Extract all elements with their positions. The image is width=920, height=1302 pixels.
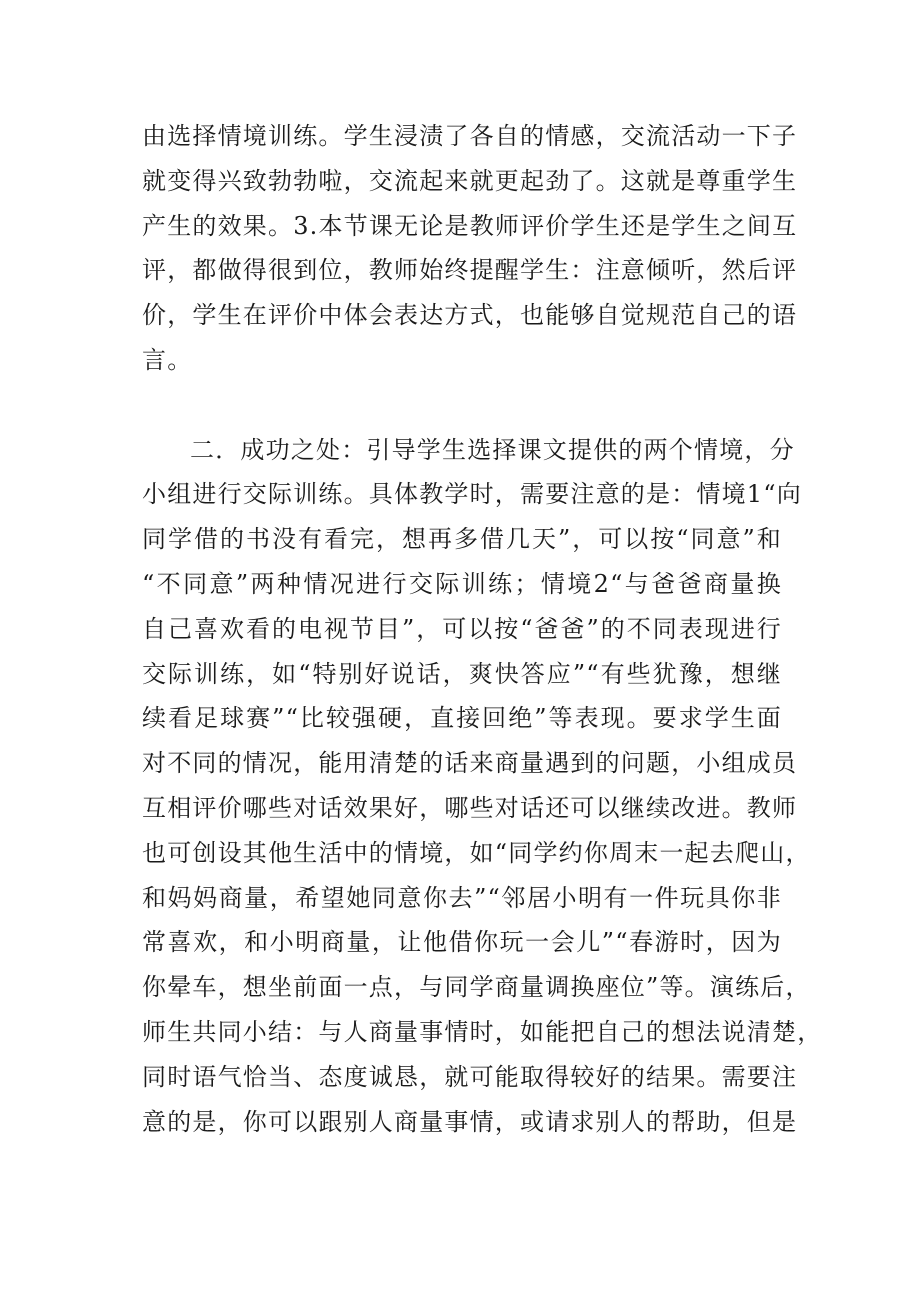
paragraph-gap bbox=[142, 383, 782, 428]
text-line: 由选择情境训练。学生浸渍了各自的情感，交流活动一下子 bbox=[142, 122, 798, 150]
text-line: 同学借的书没有看完，想再多借几天”，可以按“同意”和 bbox=[142, 525, 782, 554]
text-line: 小组进行交际训练。具体教学时，需要注意的是：情境1“向 bbox=[142, 480, 802, 509]
text-line: 言。 bbox=[142, 345, 193, 374]
text-line: 常喜欢，和小明商量，让他借你玩一会儿”“春游时，因为 bbox=[142, 928, 782, 957]
text-line: “不同意”两种情况进行交际训练；情境2“与爸爸商量换 bbox=[142, 569, 782, 598]
text-line: 续看足球赛”“比较强硬，直接回绝”等表现。要求学生面 bbox=[142, 704, 782, 733]
text-line: 就变得兴致勃勃啦，交流起来就更起劲了。这就是尊重学生 bbox=[142, 166, 798, 195]
text-line: 交际训练，如“特别好说话，爽快答应”“有些犹豫，想继 bbox=[142, 659, 782, 688]
text-line: 价，学生在评价中体会表达方式，也能够自觉规范自己的语 bbox=[142, 301, 798, 330]
text-line: 同时语气恰当、态度诚恳，就可能取得较好的结果。需要注 bbox=[142, 1062, 798, 1091]
text-line: 你晕车，想坐前面一点，与同学商量调换座位”等。演练后， bbox=[142, 973, 811, 1002]
text-line: 评，都做得很到位，教师始终提醒学生：注意倾听，然后评 bbox=[142, 256, 798, 285]
text-line: 对不同的情况，能用清楚的话来商量遇到的问题，小组成员 bbox=[142, 749, 798, 778]
text-line: 意的是，你可以跟别人商量事情，或请求别人的帮助，但是 bbox=[142, 1107, 798, 1136]
text-line: 自己喜欢看的电视节目”，可以按“爸爸”的不同表现进行 bbox=[142, 614, 782, 643]
text-line: 二．成功之处：引导学生选择课文提供的两个情境，分 bbox=[190, 435, 795, 464]
text-line: 师生共同小结：与人商量事情时，如能把自己的想法说清楚， bbox=[142, 1017, 823, 1046]
text-line: 和妈妈商量，希望她同意你去”“邻居小明有一件玩具你非 bbox=[142, 883, 782, 912]
text-line: 互相评价哪些对话效果好，哪些对话还可以继续改进。教师 bbox=[142, 793, 798, 822]
text-line: 产生的效果。3.本节课无论是教师评价学生还是学生之间互 bbox=[142, 211, 798, 240]
text-line: 也可创设其他生活中的情境，如“同学约你周末一起去爬山， bbox=[142, 838, 811, 867]
document-body bbox=[142, 114, 823, 1144]
